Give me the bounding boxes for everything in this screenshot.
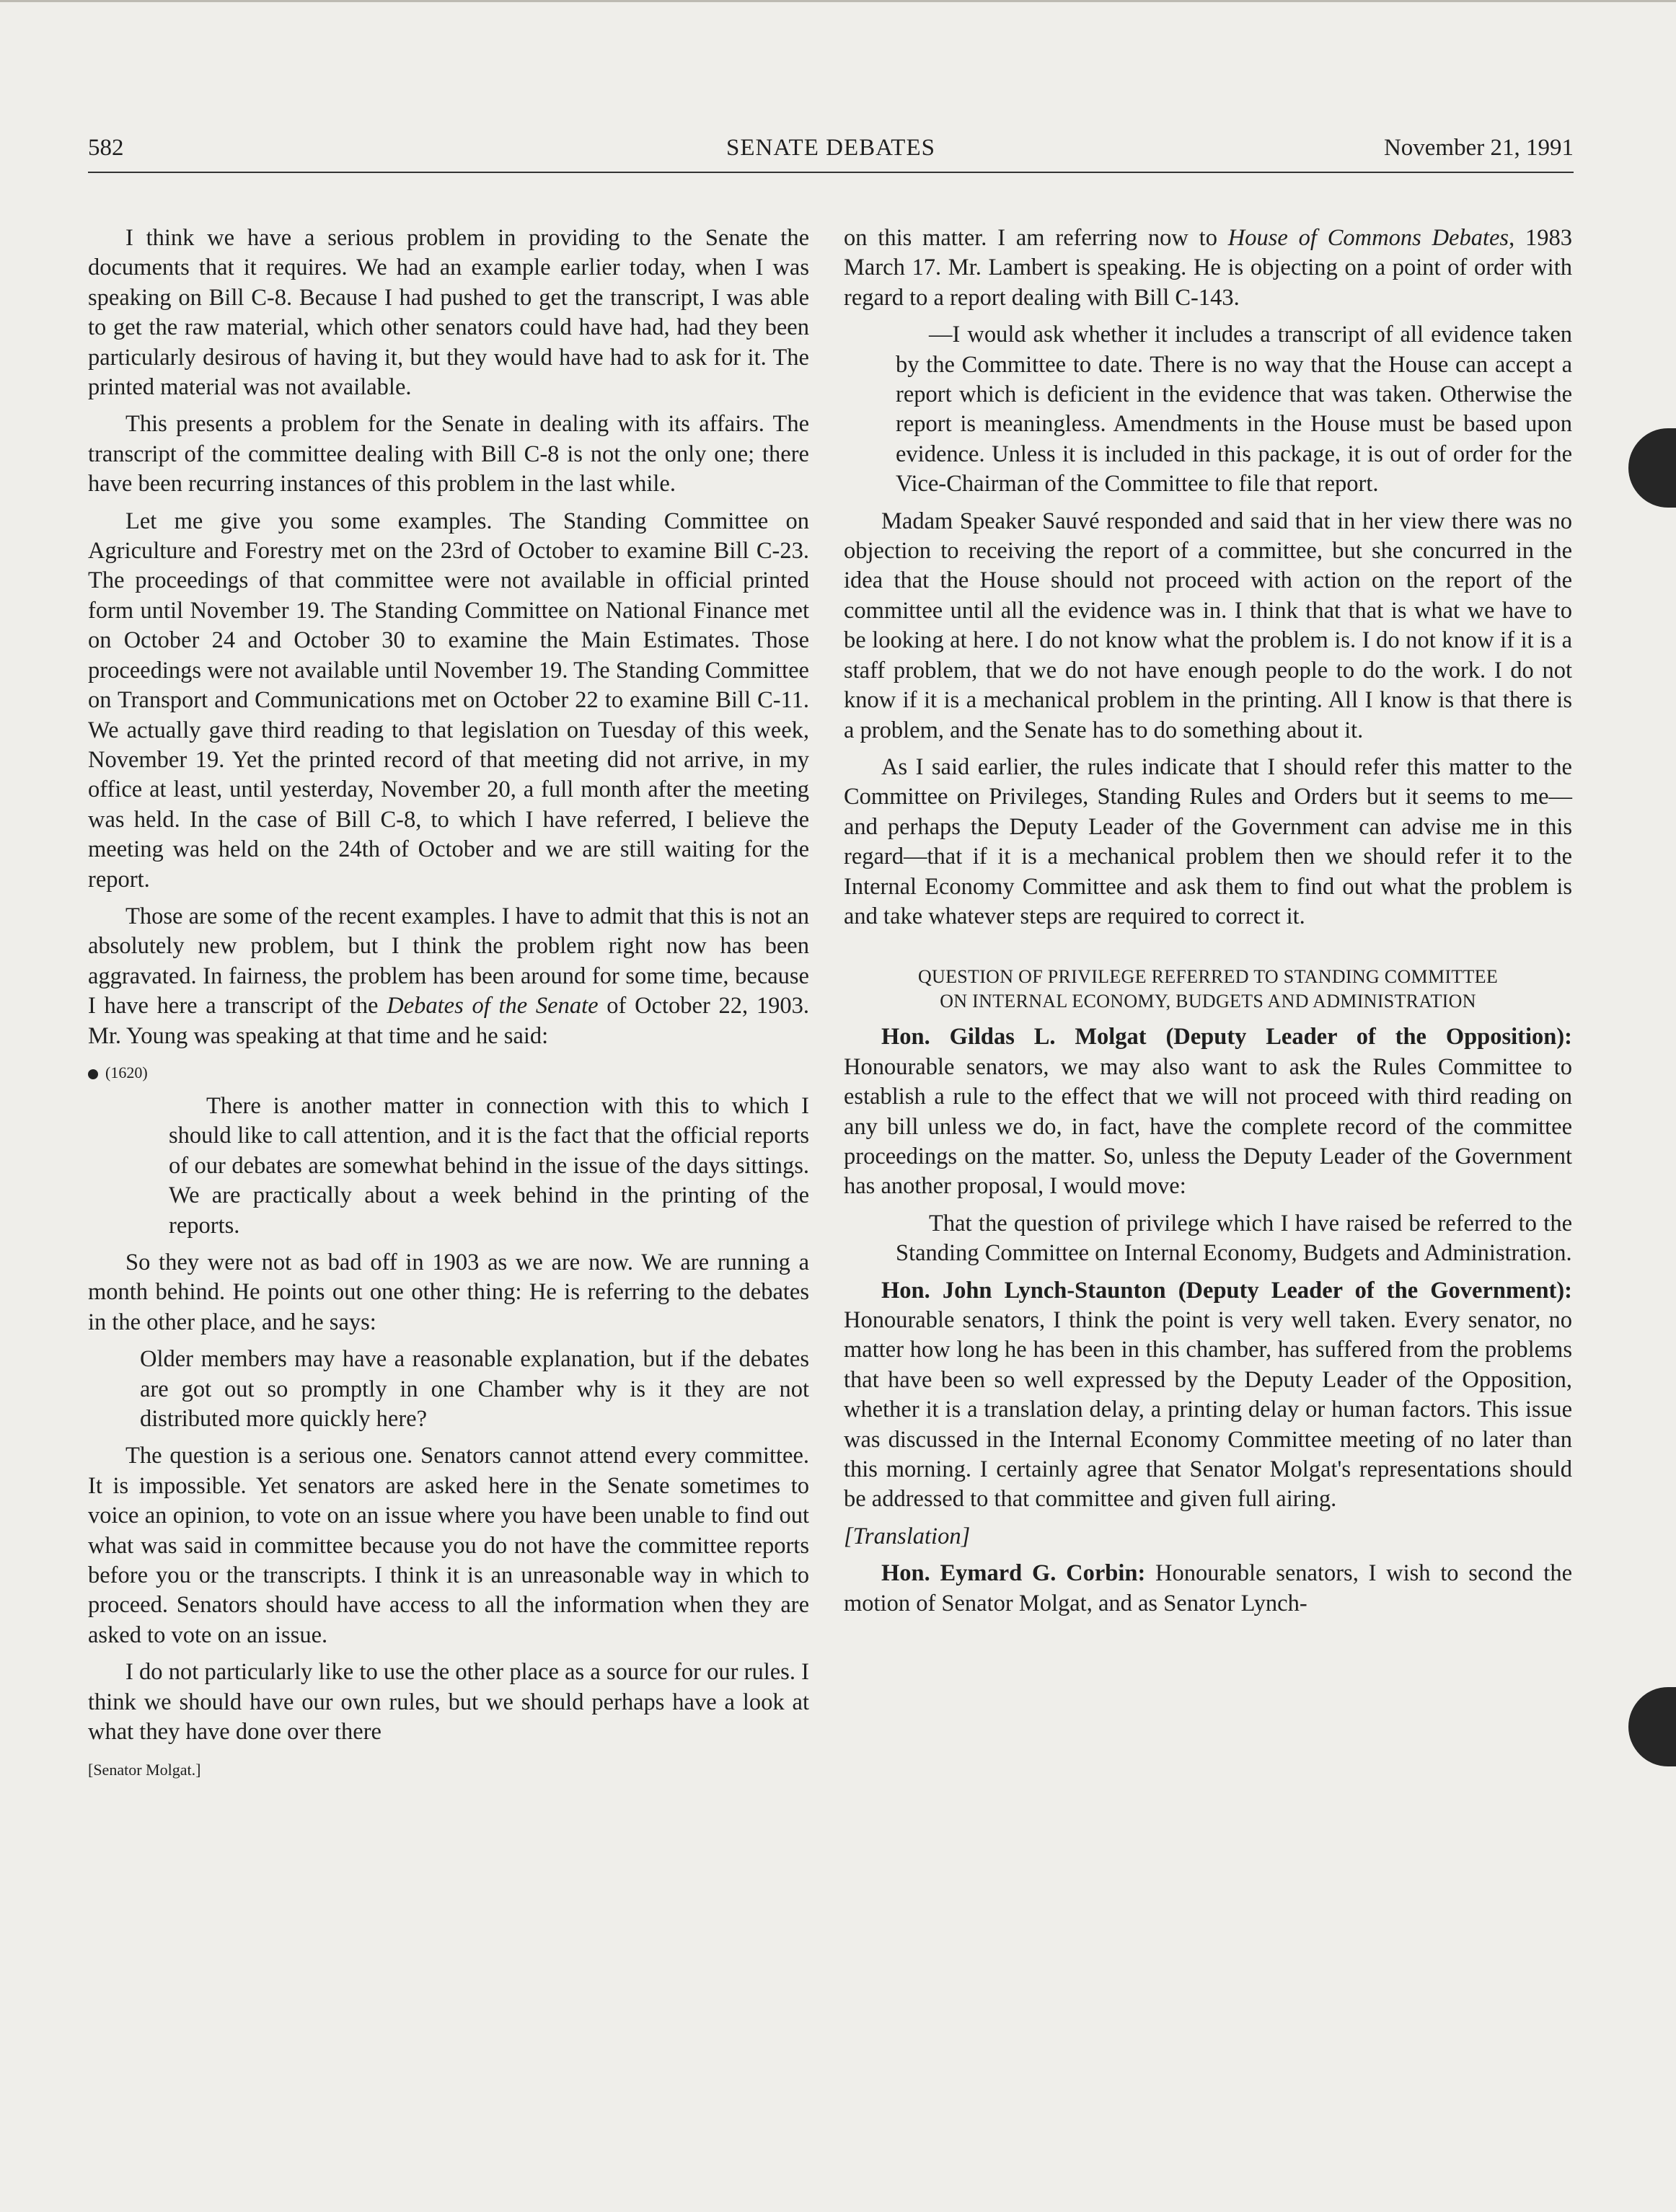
page-header [88,135,1574,169]
page-number: 582 [88,135,124,161]
speaker-name: Hon. John Lynch-Staunton (Deputy Leader of the Government): [881,1277,1572,1304]
paragraph-text: Honourable senators, I wish to second the motion of Senator Molgat, and as Senator Lynch- [844,1560,1573,1616]
left-column [88,224,809,1784]
paragraph: So they were not as bad off in 1903 as we are now. We are running a month behind. He points out one other thing: He is referring to the debates in the other place, and he says: [88,1249,809,1335]
paragraph [844,224,1572,313]
speaker-footnote: [Senator Molgat.] [88,1760,201,1779]
translation-label: [Translation] [844,1523,971,1549]
time-marker-label: (1620) [105,1063,148,1081]
paragraph [844,1022,1572,1201]
paragraph [88,902,809,1051]
paragraph: I do not particularly like to use the other place as a source for our rules. I think we should have our own rules, but we should perhaps have a look at what they have done over there [88,1659,809,1746]
section-heading-line: QUESTION OF PRIVILEGE REFERRED TO STANDING COMMITTEE [917,966,1499,988]
time-marker [88,1058,809,1087]
paragraph: This presents a problem for the Senate in dealing with its affairs. The transcript of the committee dealing with Bill C-8 is not the only one; there have been recurring instances of this problem in the last while. [88,411,809,497]
paragraph-text: Those are some of the recent examples. I have to admit that this is not an absolutely new problem, but I think the problem right now has been aggravated. In fairness, the problem has been around for some time, because I have here a transcript of the [88,903,809,1019]
page-date: November 21, 1991 [1383,135,1574,161]
publication-title: SENATE DEBATES [726,135,935,161]
right-column [844,224,1572,1626]
top-border [0,0,1676,2]
paragraph: I think we have a serious problem in providing to the Senate the documents that it requires. We had an example earlier today, when I was speaking on Bill C-8. Because I had pushed to get the transcript, I was able to get the raw material, which other senators could have had, had they been particularly desirous of having it, but they would have had to ask for it. The printed material was not available. [88,225,809,401]
paragraph-text: Honourable senators, we may also want to ask the Rules Committee to establish a rule to the effect that we will not proceed with third reading on any bill unless we do, in fact, have the complete record of the committee proceedings on the matter. So, unless the Deputy Leader of the Government has another proposal, I would move: [844,1053,1572,1200]
paragraph: Let me give you some examples. The Standing Committee on Agriculture and Forestry met on the 23rd of October to examine Bill C-23. The proceedings of that committee were not available in official printed form until November 19. The Standing Committee on National Finance met on October 24 and October 30 to examine the Main Estimates. Those proceedings were not available until November 19. The Standing Committee on Transport and Communications met on October 22 to examine Bill C-11. We actually gave third reading to that legislation on Tuesday of this week, November 19. Yet the printed record of that meeting did not arrive, in my office at least, until yesterday, November 20, a full month after the meeting was held. In the case of Bill C-8, to which I have referred, I believe the meeting was held on the 24th of October and we are still waiting for the report. [88,508,809,893]
bullet-icon [88,1069,98,1079]
section-heading [844,965,1572,1014]
block-quote: —I would ask whether it includes a transcript of all evidence taken by the Committee to date. There is no way that the House can accept a report which is deficient in the evidence that was taken. Otherwise the report is meaningless. Amendments in the House must be based upon evidence. Unless it is included in this package, it is out of order for the Vice-Chairman of the Committee to file that report. [896,322,1572,497]
paragraph-text: , 1983 March 17. Mr. Lambert is speaking. He is objecting on a point of order with regard to a report dealing with Bill C-143. [844,225,1573,311]
binder-hole-icon [1628,428,1676,508]
paragraph: As I said earlier, the rules indicate that I should refer this matter to the Committee on Privileges, Standing Rules and Orders but it seems to me—and perhaps the Deputy Leader of the Government can advise me in this regard—that if it is a mechanical problem then we should refer it to the Internal Economy Committee and ask them to find out what the problem is and take whatever steps are required to correct it. [844,753,1572,929]
paragraph [844,1559,1572,1619]
speaker-name: Hon. Eymard G. Corbin: [881,1560,1146,1587]
paragraph: The question is a serious one. Senators cannot attend every committee. It is impossible. Yet senators are asked here in the Senate sometimes to voice an opinion, to vote on an issue where you have been unable to find out what was said in committee because you do not have the committee reports before you or the transcripts. I think it is an unreasonable way in which to proceed. Senators should have access to all the information when they are asked to vote on an issue. [88,1443,809,1648]
publication-name: House of Commons Debates [1227,225,1509,251]
paragraph-text: of October 22, 1903. Mr. Young was speaking at that time and he said: [88,993,810,1049]
block-quote: There is another matter in connection with this to which I should like to call attention, and it is the fact that the official reports of our debates are somewhat behind in the issue of the days sittings. We are practically about a week behind in the printing of the reports. [169,1092,809,1239]
block-quote: Older members may have a reasonable explanation, but if the debates are got out so promptly in one Chamber why is it they are not distributed more quickly here? [140,1346,809,1433]
header-rule [88,172,1574,173]
paragraph-text: Honourable senators, I think the point is very well taken. Every senator, no matter how long he has been in this chamber, has suffered from the problems that have been so well expressed by the Deputy Leader of the Opposition, whether it is a translation delay, a printing delay or human factors. This issue was discussed in the Internal Economy Committee meeting of no later than this morning. I certainly agree that Senator Molgat's representations should be addressed to that committee and given full airing. [844,1307,1572,1513]
translation-note [844,1522,1572,1552]
section-heading-line: ON INTERNAL ECONOMY, BUDGETS AND ADMINISTRATION [940,991,1476,1012]
paragraph: Madam Speaker Sauvé responded and said that in her view there was no objection to receiving the report of a committee, but she concurred in the idea that the House should not proceed with action on the report of the committee until all the evidence was in. I think that that is what we have to be looking at here. I do not know what the problem is. I do not know if it is a staff problem, that we do not have enough people to do the work. I do not know if it is a mechanical problem in the printing. All I know is that there is a problem, and the Senate has to do something about it. [844,508,1572,743]
publication-name: Debates of the Senate [387,993,599,1019]
speaker-name: Hon. Gildas L. Molgat (Deputy Leader of the Opposition): [881,1024,1572,1050]
paragraph-text: on this matter. I am referring now to [844,225,1217,251]
motion-text: That the question of privilege which I have raised be referred to the Standing Committee on Internal Economy, Budgets and Administration. [896,1210,1572,1267]
binder-hole-icon [1628,1687,1676,1766]
paragraph [844,1276,1572,1515]
